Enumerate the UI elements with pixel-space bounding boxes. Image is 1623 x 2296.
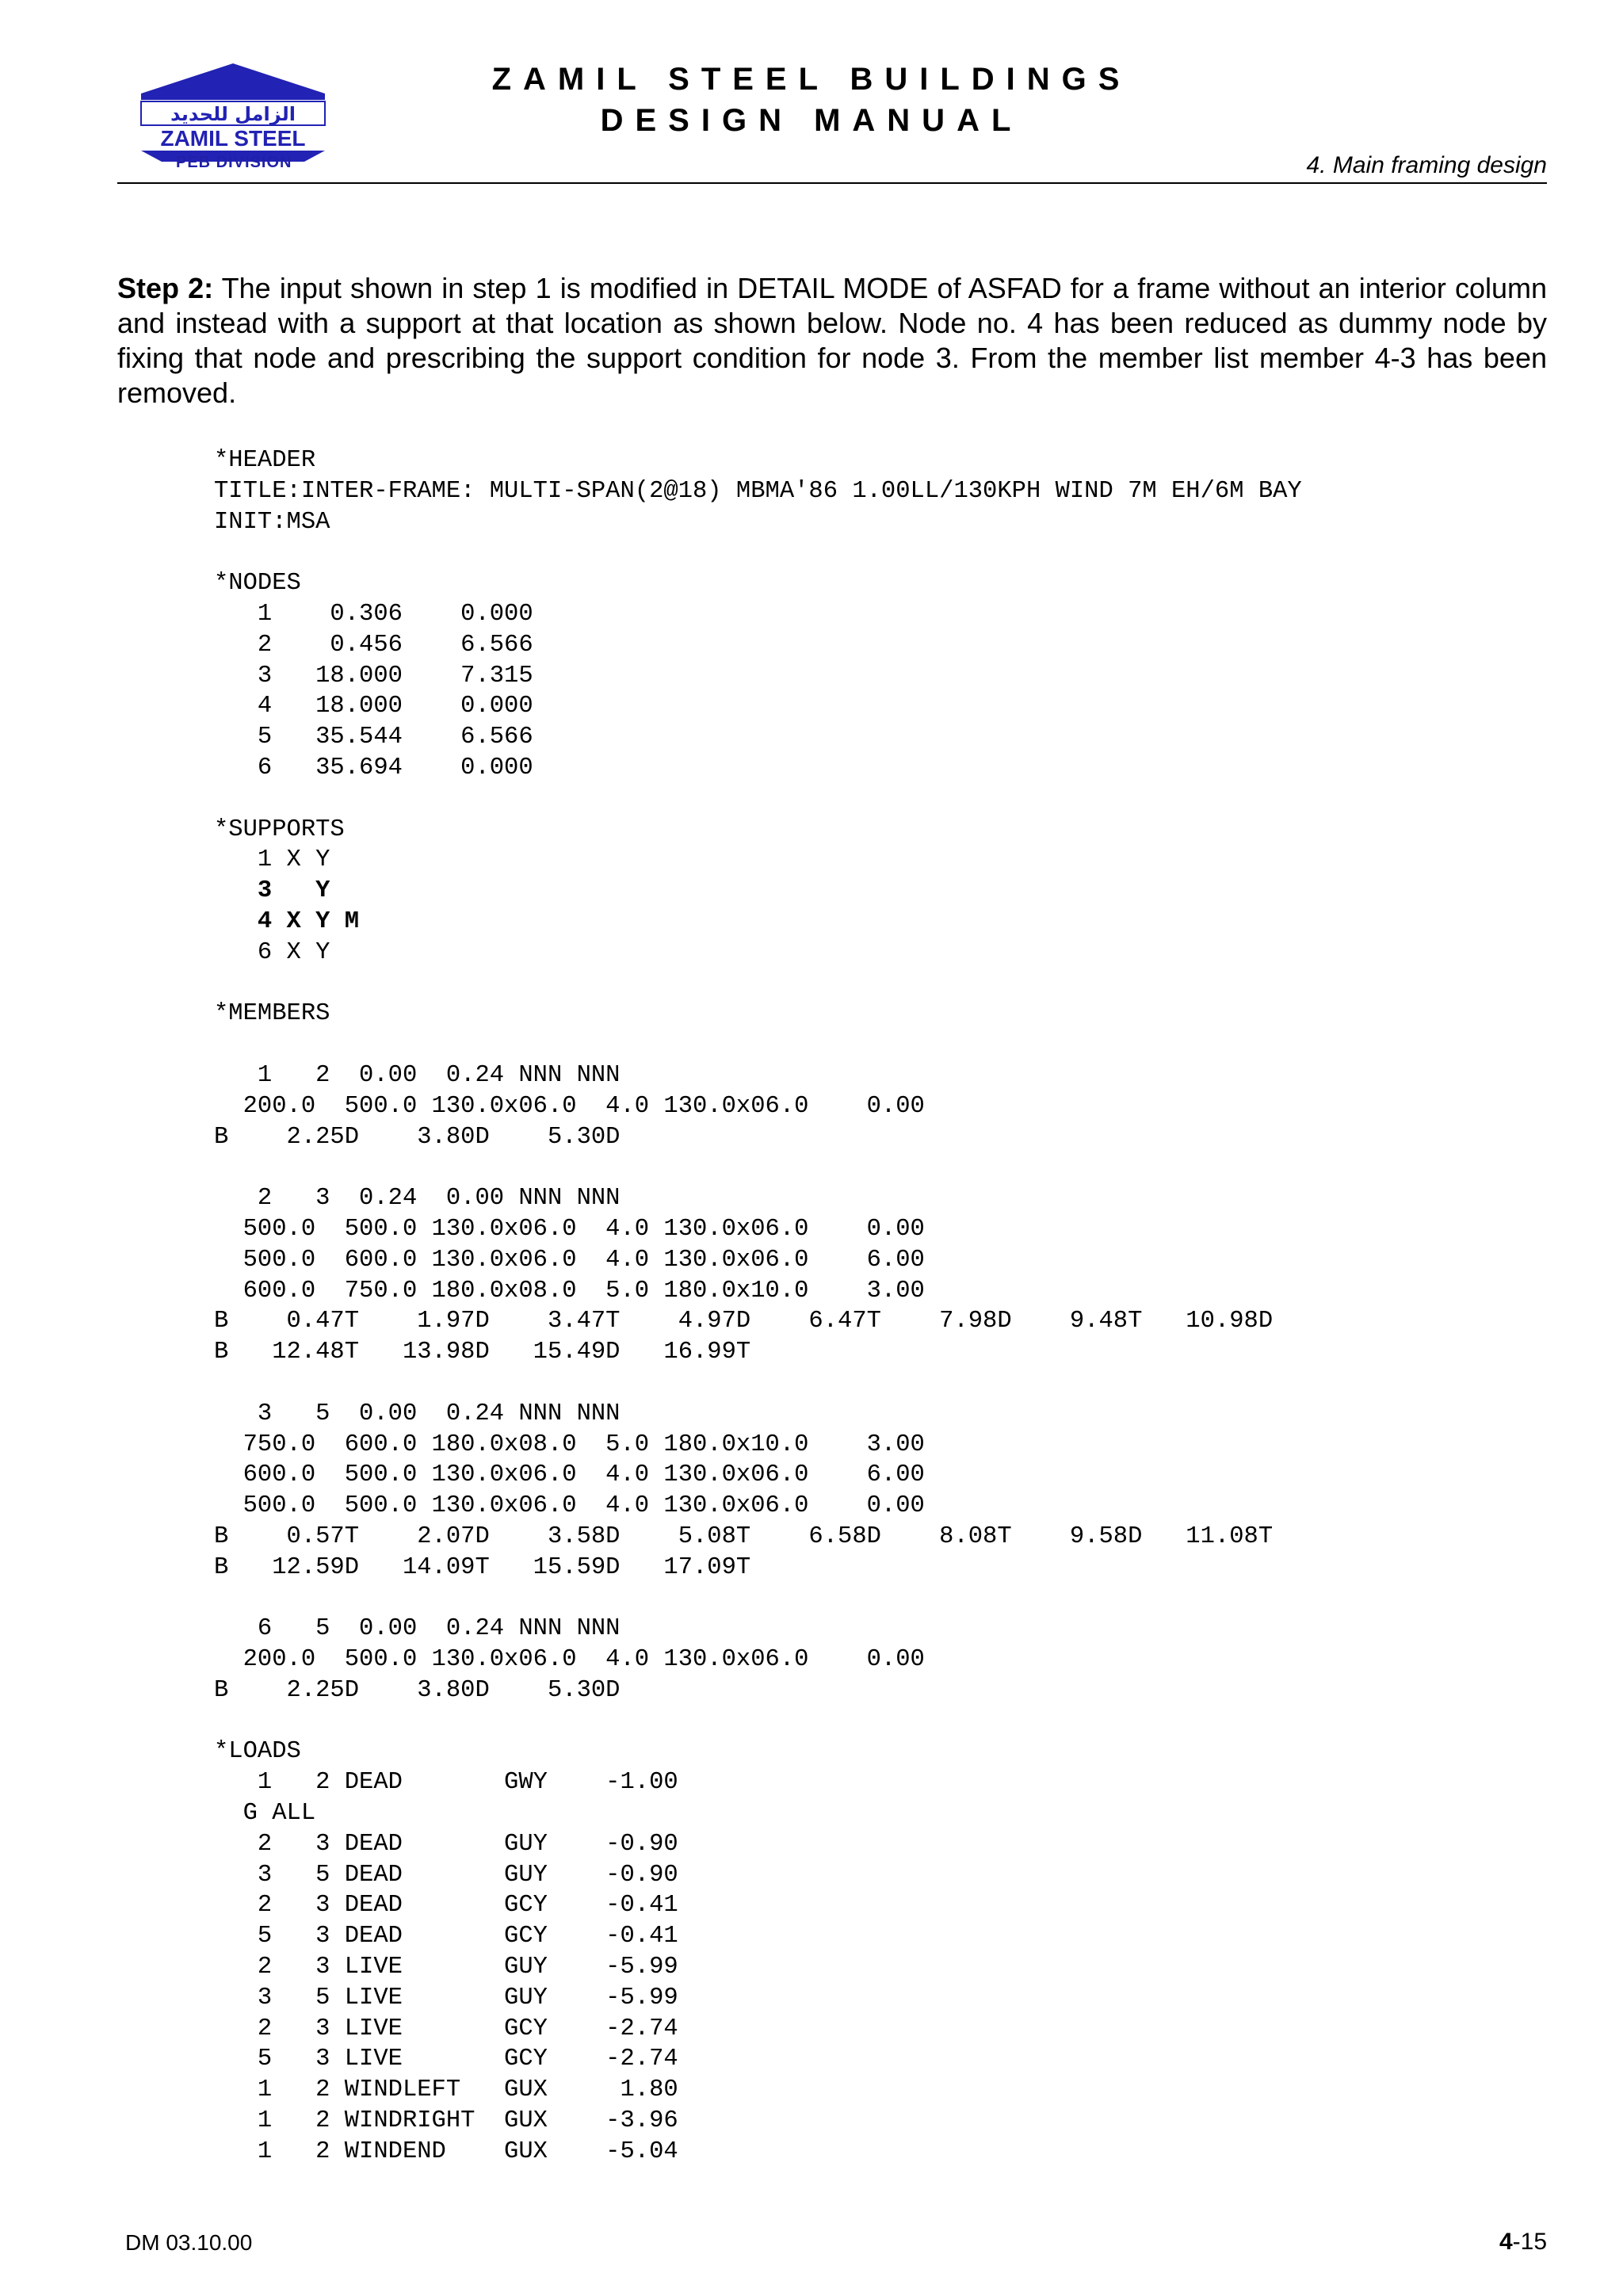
code-line: B 0.57T 2.07D 3.58D 5.08T 6.58D 8.08T 9.58D 11.08T (214, 1522, 1274, 1550)
manual-title-line1: ZAMIL STEEL BUILDINGS (491, 62, 1132, 97)
code-line: 1 2 WINDRIGHT GUX -3.96 (214, 2107, 678, 2135)
intro-paragraph (117, 271, 1547, 411)
code-line: *LOADS (214, 1738, 301, 1766)
code-line (214, 1583, 1302, 1614)
code-line: 6 35.694 0.000 (214, 754, 533, 781)
code-line: *MEMBERS (214, 1000, 330, 1028)
code-line: 1 2 DEAD GWY -1.00 (214, 1769, 678, 1797)
code-line: 3 5 LIVE GUY -5.99 (214, 1984, 678, 2011)
code-line: 1 X Y (214, 846, 330, 874)
code-line: B 12.59D 14.09T 15.59D 17.09T (214, 1553, 751, 1581)
code-line: 3 18.000 7.315 (214, 662, 533, 690)
code-line: 500.0 500.0 130.0x06.0 4.0 130.0x06.0 0.00 (214, 1492, 925, 1520)
code-line: 500.0 600.0 130.0x06.0 4.0 130.0x06.0 6.00 (214, 1246, 925, 1274)
code-line: 2 3 DEAD GUY -0.90 (214, 1830, 678, 1858)
code-line: 4 18.000 0.000 (214, 693, 533, 720)
code-line: 750.0 600.0 180.0x08.0 5.0 180.0x10.0 3.00 (214, 1431, 925, 1458)
code-line: *NODES (214, 570, 301, 598)
page-number (1499, 2229, 1547, 2256)
code-line (214, 1152, 1302, 1183)
code-line (214, 1368, 1302, 1399)
code-line (214, 537, 1302, 568)
code-line: 500.0 500.0 130.0x06.0 4.0 130.0x06.0 0.00 (214, 1215, 925, 1243)
code-line: 6 X Y (214, 938, 330, 966)
code-line: 2 0.456 6.566 (214, 631, 533, 659)
code-line: 3 Y (214, 877, 330, 905)
document-reference: DM 03.10.00 (125, 2230, 253, 2255)
code-line: G ALL (214, 1800, 316, 1828)
manual-title-line2: DESIGN MANUAL (600, 103, 1023, 138)
code-line: 5 3 LIVE GCY -2.74 (214, 2046, 678, 2073)
code-line: 5 35.544 6.566 (214, 724, 533, 751)
code-line: 3 5 DEAD GUY -0.90 (214, 1861, 678, 1889)
asfad-input-listing (214, 445, 1302, 2168)
logo-arabic-text: الزامل للحديد (170, 103, 296, 125)
chapter-number: 4 (1499, 2229, 1513, 2255)
code-line: *HEADER (214, 447, 316, 474)
code-line (214, 1706, 1302, 1737)
code-line: 600.0 500.0 130.0x06.0 4.0 130.0x06.0 6.00 (214, 1461, 925, 1489)
code-line (214, 968, 1302, 999)
code-line: INIT:MSA (214, 508, 330, 536)
page-suffix: -15 (1512, 2229, 1547, 2255)
step-label: Step 2: (117, 272, 214, 304)
code-line: 1 2 0.00 0.24 NNN NNN (214, 1061, 621, 1089)
code-line: B 2.25D 3.80D 5.30D (214, 1123, 621, 1151)
code-line: 1 0.306 0.000 (214, 600, 533, 628)
code-line: 2 3 LIVE GCY -2.74 (214, 2015, 678, 2042)
code-line: 200.0 500.0 130.0x06.0 4.0 130.0x06.0 0.00 (214, 1646, 925, 1674)
code-line: 2 3 0.24 0.00 NNN NNN (214, 1185, 621, 1213)
code-line: 600.0 750.0 180.0x08.0 5.0 180.0x10.0 3.00 (214, 1277, 925, 1305)
code-line: B 2.25D 3.80D 5.30D (214, 1676, 621, 1704)
code-line: B 12.48T 13.98D 15.49D 16.99T (214, 1339, 751, 1366)
intro-text: The input shown in step 1 is modified in DETAIL MODE of ASFAD for a frame without an interior column and instead with a support at that location as shown below. Node no. 4 has been reduced as dummy node by fixing that node and prescribing the support condition for node 3. From the member list member 4-3 has been removed. (117, 272, 1548, 409)
code-line: TITLE:INTER-FRAME: MULTI-SPAN(2@18) MBMA'86 1.00LL/130KPH WIND 7M EH/6M BAY (214, 477, 1302, 505)
logo-division: PEB DIVISION (176, 154, 292, 171)
code-line: 2 3 DEAD GCY -0.41 (214, 1892, 678, 1920)
code-line: 4 X Y M (214, 907, 360, 935)
logo-brand-text: ZAMIL STEEL (160, 126, 306, 151)
code-line: 6 5 0.00 0.24 NNN NNN (214, 1615, 621, 1643)
code-line (214, 784, 1302, 815)
section-title: 4. Main framing design (1306, 152, 1547, 178)
code-line: B 0.47T 1.97D 3.47T 4.97D 6.47T 7.98D 9.48T 10.98D (214, 1308, 1274, 1335)
code-line: 1 2 WINDLEFT GUX 1.80 (214, 2076, 678, 2104)
code-line: 2 3 LIVE GUY -5.99 (214, 1954, 678, 1981)
code-line: 5 3 DEAD GCY -0.41 (214, 1923, 678, 1950)
code-line (214, 1030, 1302, 1060)
header-divider (117, 182, 1547, 184)
code-line: 3 5 0.00 0.24 NNN NNN (214, 1400, 621, 1427)
code-line: *SUPPORTS (214, 816, 345, 843)
code-line: 200.0 500.0 130.0x06.0 4.0 130.0x06.0 0.00 (214, 1092, 925, 1120)
code-line: 1 2 WINDEND GUX -5.04 (214, 2137, 678, 2165)
